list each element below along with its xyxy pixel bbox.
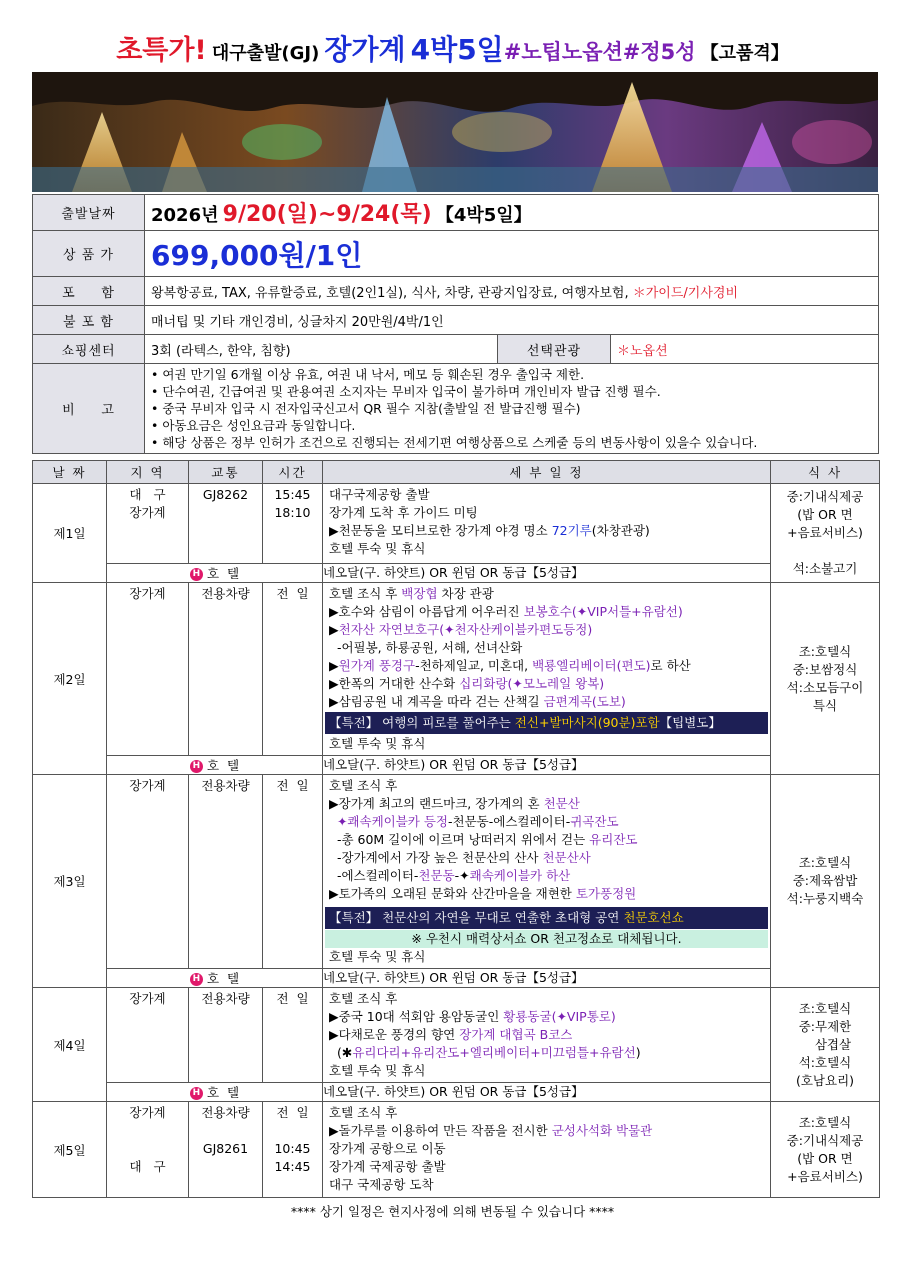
header-meal: 식 사 xyxy=(771,461,880,484)
notes-list xyxy=(145,364,879,454)
day-5-transport: 전용차량 GJ8261 xyxy=(189,1102,263,1198)
day-4-itinerary: 호텔 조식 후 ▶중국 10대 석회암 용암동굴인 황룡동굴(✦VIP통로) ▶다채로운 풍경의 향연 장가계 대협곡 B코스 (✱유리다리+유리잔도+엘리베이터+미끄럼틀+유람선) 호텔 투숙 및 휴식 xyxy=(323,988,771,1083)
day-3-rain-note: ※ 우천시 매력상서쇼 OR 천고정쇼로 대체됩니다. xyxy=(325,930,768,948)
day-3-label: 제3일 xyxy=(33,775,107,988)
excluded-value: 매너팁 및 기타 개인경비, 싱글차지 20만원/4박/1인 xyxy=(145,306,879,335)
excluded-label: 불 포 함 xyxy=(33,306,145,335)
date-label: 출발날짜 xyxy=(33,195,145,231)
price-value: 699,000원/1인 xyxy=(145,231,879,277)
title-grade: 【고품격】 xyxy=(700,43,789,64)
date-range: 9/20(일)~9/24(목) xyxy=(222,202,432,227)
option-label: 선택관광 xyxy=(498,335,611,364)
included-guide-fee: ＊가이드/기사경비 xyxy=(632,285,739,301)
notes-label: 비 고 xyxy=(33,364,145,454)
note-item: • 여권 만기일 6개월 이상 유효, 여권 내 낙서, 메모 등 훼손된 경우 출입국 제한. xyxy=(151,367,585,382)
included-label: 포 함 xyxy=(33,277,145,306)
title-duration: 4박5일 xyxy=(410,33,504,66)
day-3-region: 장가계 xyxy=(107,775,189,969)
header-transport: 교통 xyxy=(189,461,263,484)
hotel-icon: H xyxy=(190,1087,203,1100)
shopping-value: 3회 (라텍스, 한약, 침향) xyxy=(145,335,498,364)
header-itinerary: 세 부 일 정 xyxy=(323,461,771,484)
day-4-hotel-label: H 호 텔 xyxy=(107,1083,323,1102)
day-3-time: 전 일 xyxy=(263,775,323,969)
day-2-label: 제2일 xyxy=(33,583,107,775)
day-1-hotel-label: H 호 텔 xyxy=(107,564,323,583)
day-3-hotel-label: H 호 텔 xyxy=(107,969,323,988)
day-2-transport: 전용차량 xyxy=(189,583,263,756)
header-region: 지 역 xyxy=(107,461,189,484)
day-2-meal: 조:호텔식 중:보쌈정식 석:소모듬구이 특식 xyxy=(771,583,880,775)
header-date: 날 짜 xyxy=(33,461,107,484)
info-table xyxy=(32,194,879,454)
day-2-time: 전 일 xyxy=(263,583,323,756)
price-label: 상 품 가 xyxy=(33,231,145,277)
day-2-special-benefit: 【특전】 여행의 피로를 풀어주는 전신+발마사지(90분)포함【팁별도】 xyxy=(325,712,768,734)
note-item: • 아동요금은 성인요금과 동일합니다. xyxy=(151,418,356,433)
day-5-label: 제5일 xyxy=(33,1102,107,1198)
title-destination: 장가계 xyxy=(324,33,406,66)
day-2-hotel-label: H 호 텔 xyxy=(107,756,323,775)
title-tags: #노팁노옵션#정5성 xyxy=(503,40,696,64)
cave-banner-image xyxy=(32,72,878,192)
day-1-transport: GJ8262 xyxy=(189,484,263,564)
page-title xyxy=(0,28,905,68)
day-5-time: 전 일 10:45 14:45 xyxy=(263,1102,323,1198)
day-1-region: 대 구 장가계 xyxy=(107,484,189,564)
note-item: • 단수여권, 긴급여권 및 관용여권 소지자는 무비자 입국이 불가하며 개인비자 발급 진행 필수. xyxy=(151,384,661,399)
day-3-hotel: 네오달(구. 하얏트) OR 윈덤 OR 동급【5성급】 xyxy=(323,969,771,988)
day-2-itinerary: 호텔 조식 후 백장협 차장 관광 ▶호수와 삼림이 아름답게 어우러진 보봉호수(✦VIP서틀+유람선) ▶천자산 자연보호구(✦천자산케이블카편도등정) -어필봉, 하룡공원, 서해, 선녀산화 ▶원가계 풍경구-천하제일교, 미혼대, 백룡엘리베이터(편도)로 하산 ▶한폭의 거대한 산수화 십리화랑(✦모노레일 왕복) ▶삼림공원 내 계곡을 따라 걷는 산책길 금편계곡(도보) 【특전】 여행의 피로를 풀어주는 전신+발마사지(90분)포함【팁별도】 호텔 투숙 및 휴식 xyxy=(323,583,771,756)
header-time: 시간 xyxy=(263,461,323,484)
day-5-region: 장가계 대 구 xyxy=(107,1102,189,1198)
footnote: **** 상기 일정은 현지사정에 의해 변동될 수 있습니다 **** xyxy=(290,1204,615,1219)
day-3-meal: 조:호텔식 중:제육쌈밥 석:누룽지백숙 xyxy=(771,775,880,988)
day-5-meal: 조:호텔식 중:기내식제공 (밥 OR 면 +음료서비스) xyxy=(771,1102,880,1198)
date-value: 2026년 9/20(일)~9/24(목) 【4박5일】 xyxy=(145,195,879,231)
hotel-icon: H xyxy=(190,760,203,773)
day-4-meal: 조:호텔식 중:무제한 삼겹살 석:호텔식 (호남요리) xyxy=(771,988,880,1102)
title-departure: 대구출발(GJ) xyxy=(211,43,320,64)
hotel-icon: H xyxy=(190,973,203,986)
day-2-region: 장가계 xyxy=(107,583,189,756)
day-4-hotel: 네오달(구. 하얏트) OR 윈덤 OR 동급【5성급】 xyxy=(323,1083,771,1102)
day-1-time: 15:45 18:10 xyxy=(263,484,323,564)
day-3-itinerary: 호텔 조식 후 ▶장가계 최고의 랜드마크, 장가계의 혼 천문산 ✦쾌속케이블카 등정-천문동-에스컬레이터-귀곡잔도 -총 60M 길이에 이르며 낭떠러지 위에서 걷는 유리잔도 -장가계에서 가장 높은 천문산의 산사 천문산사 -에스컬레이터-천문동-✦쾌속케이블카 하산 ▶토가족의 오래된 문화와 산간마을을 재현한 토가풍정원 【특전】 천문산의 자연을 무대로 연출한 초대형 공연 천문호선쇼 ※ 우천시 매력상서쇼 OR 천고정쇼로 대체됩니다. 호텔 투숙 및 휴식 xyxy=(323,775,771,969)
title-promo: 초특가! xyxy=(116,35,207,66)
note-item: • 중국 무비자 입국 시 전자입국신고서 QR 필수 지참(출발일 전 발급진행 필수) xyxy=(151,401,581,416)
day-4-region: 장가계 xyxy=(107,988,189,1083)
day-2-hotel: 네오달(구. 하얏트) OR 윈덤 OR 동급【5성급】 xyxy=(323,756,771,775)
shopping-label: 쇼핑센터 xyxy=(33,335,145,364)
day-1-itinerary: 대구국제공항 출발 장가계 도착 후 가이드 미팅 ▶천문동을 모티브로한 장가계 야경 명소 72기루(차창관광) 호텔 투숙 및 휴식 xyxy=(323,484,771,564)
included-value: 왕복항공료, TAX, 유류할증료, 호텔(2인1실), 식사, 차량, 관광지입장료, 여행자보험, ＊가이드/기사경비 xyxy=(145,277,879,306)
day-3-special-benefit: 【특전】 천문산의 자연을 무대로 연출한 초대형 공연 천문호선쇼 xyxy=(325,907,768,929)
day-4-label: 제4일 xyxy=(33,988,107,1102)
day-4-time: 전 일 xyxy=(263,988,323,1083)
day-1-meal: 중:기내식제공 (밥 OR 면 +음료서비스) 석:소불고기 xyxy=(771,484,880,583)
day-4-transport: 전용차량 xyxy=(189,988,263,1083)
day-5-itinerary: 호텔 조식 후 ▶돌가루를 이용하여 만든 작품을 전시한 군성사석화 박물관 장가계 공항으로 이동 장가계 국제공항 출발 대구 국제공항 도착 xyxy=(323,1102,771,1198)
note-item: • 해당 상품은 정부 인허가 조건으로 진행되는 전세기편 여행상품으로 스케줄 등의 변동사항이 있을수 있습니다. xyxy=(151,435,758,450)
schedule-table xyxy=(32,460,880,1198)
day-1-label: 제1일 xyxy=(33,484,107,583)
day-1-hotel: 네오달(구. 하얏트) OR 윈덤 OR 동급【5성급】 xyxy=(323,564,771,583)
day-3-transport: 전용차량 xyxy=(189,775,263,969)
option-value: ＊노옵션 xyxy=(611,335,879,364)
hotel-icon: H xyxy=(190,568,203,581)
